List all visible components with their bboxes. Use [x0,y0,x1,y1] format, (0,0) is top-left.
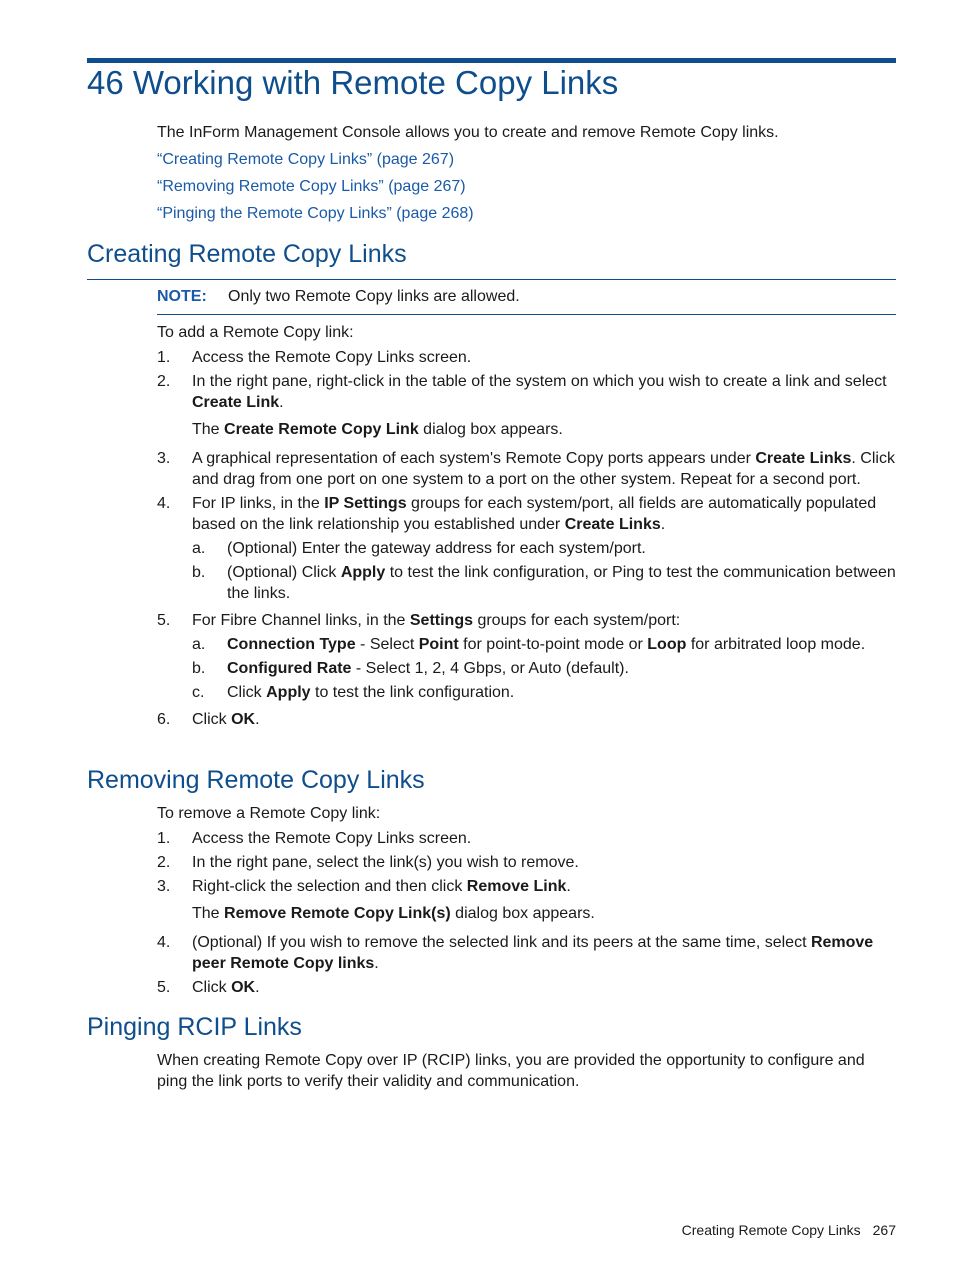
step-text: For Fibre Channel links, in the [192,612,410,629]
list-subitem [192,538,897,559]
step-text: to test the link configuration. [310,684,515,701]
ui-term: Create Remote Copy Link [224,421,419,438]
note-rule [157,314,896,315]
step-result [192,419,897,440]
section-heading-pinging: Pinging RCIP Links [87,1013,302,1041]
page-footer [682,1222,896,1238]
create-lead: To add a Remote Copy link: [157,324,354,341]
step-result [192,903,897,924]
step-text: dialog box appears. [450,905,595,922]
step-number: 4. [157,934,171,951]
toc-link-removing[interactable]: “Removing Remote Copy Links” (page 267) [157,178,466,195]
list-item [157,371,897,440]
step-text: dialog box appears. [418,421,563,438]
list-subitem [192,634,897,655]
step-number: 3. [157,878,171,895]
section-rule [87,279,896,280]
list-item [157,493,897,604]
step-text: For IP links, in the [192,495,325,512]
create-procedure [157,322,897,733]
step-text: . [279,394,284,411]
list-item [157,448,897,490]
step-text: In the right pane, select the link(s) you wish to remove. [192,854,579,871]
list-item [157,876,897,924]
substep-letter: a. [192,540,206,557]
section-heading-creating: Creating Remote Copy Links [87,240,407,268]
substep-letter: a. [192,636,206,653]
ui-term: Configured Rate [227,660,352,677]
step-number: 2. [157,373,171,390]
substep-letter: c. [192,684,205,701]
step-text: In the right pane, right-click in the table of the system on which you wish to create a link and select [192,373,887,390]
substep-letter: b. [192,564,206,581]
step-text: . [374,955,379,972]
step-number: 3. [157,450,171,467]
ui-term: Create Links [755,450,852,467]
step-text: Right-click the selection and then click [192,878,467,895]
pinging-text: When creating Remote Copy over IP (RCIP) links, you are provided the opportunity to configure and ping the link ports to verify their validity and communication. [157,1052,865,1090]
step-text: groups for each system/port: [473,612,681,629]
list-subitem [192,562,897,604]
toc-link-pinging[interactable]: “Pinging the Remote Copy Links” (page 268) [157,205,474,222]
step-number: 6. [157,711,171,728]
step-text: . [566,878,571,895]
ui-term: OK [231,979,256,996]
ui-term: Apply [266,684,311,701]
note-box [157,286,520,308]
list-item [157,347,897,368]
ui-term: Point [418,636,459,653]
step-text: - Select 1, 2, 4 Gbps, or Auto (default). [351,660,629,677]
toc-link-creating[interactable]: “Creating Remote Copy Links” (page 267) [157,151,455,168]
list-item [157,977,897,998]
pinging-body [157,1050,897,1096]
list-item [157,932,897,974]
list-item [157,852,897,873]
step-text: The [192,421,225,438]
ui-term: Remove Remote Copy Link(s) [224,905,451,922]
step-text: Click [192,711,232,728]
ui-term: Loop [647,636,687,653]
step-text: . [255,979,260,996]
list-item [157,610,897,703]
step-text: groups for each system/port, all fields are automatically populated based on the link relationship you established under [192,495,877,533]
page-number: 267 [872,1222,896,1238]
section-heading-removing: Removing Remote Copy Links [87,766,425,794]
step-number: 1. [157,830,171,847]
step-number: 1. [157,349,171,366]
step-text: . [660,516,666,533]
step-number: 5. [157,612,171,629]
step-text: (Optional) Enter the gateway address for each system/port. [227,540,646,557]
ui-term: OK [231,711,256,728]
chapter-intro [157,122,897,230]
step-text: Click [192,979,232,996]
step-text: for arbitrated loop mode. [686,636,866,653]
step-text: (Optional) Click [227,564,341,581]
step-text: . Click and drag from one port on one system to a port on the other system. Repeat for a second port. [192,450,895,488]
ui-term: IP Settings [324,495,407,512]
step-text: for point-to-point mode or [458,636,648,653]
ui-term: Settings [409,612,473,629]
step-text: Access the Remote Copy Links screen. [192,830,472,847]
list-subitem [192,682,897,703]
step-number: 5. [157,979,171,996]
step-text: to test the link configuration, or Ping to test the communication between the links. [227,564,896,602]
list-item [157,828,897,849]
list-item [157,709,897,730]
ui-term: Apply [340,564,386,581]
note-label: NOTE: [157,288,207,305]
step-number: 2. [157,854,171,871]
step-text: Click [227,684,267,701]
step-text: The [192,905,225,922]
step-text: (Optional) If you wish to remove the selected link and its peers at the same time, select [192,934,811,951]
ui-term: Create Link [192,394,280,411]
footer-section-title: Creating Remote Copy Links [681,1222,861,1238]
ui-term: Remove Link [466,878,567,895]
step-text: - Select [355,636,419,653]
step-text: Access the Remote Copy Links screen. [192,349,472,366]
note-text: Only two Remote Copy links are allowed. [228,288,520,305]
step-number: 4. [157,495,171,512]
intro-text: The InForm Management Console allows you to create and remove Remote Copy links. [157,124,779,141]
list-subitem [192,658,897,679]
ui-term: Remove peer Remote Copy links [192,934,874,972]
ui-term: Connection Type [227,636,356,653]
chapter-title: 46 Working with Remote Copy Links [87,64,619,101]
step-text: A graphical representation of each system's Remote Copy ports appears under [192,450,756,467]
substep-letter: b. [192,660,206,677]
step-text: . [255,711,260,728]
remove-lead: To remove a Remote Copy link: [157,805,381,822]
ui-term: Create Links [564,516,661,533]
chapter-top-rule [87,58,896,63]
remove-procedure [157,803,897,1001]
